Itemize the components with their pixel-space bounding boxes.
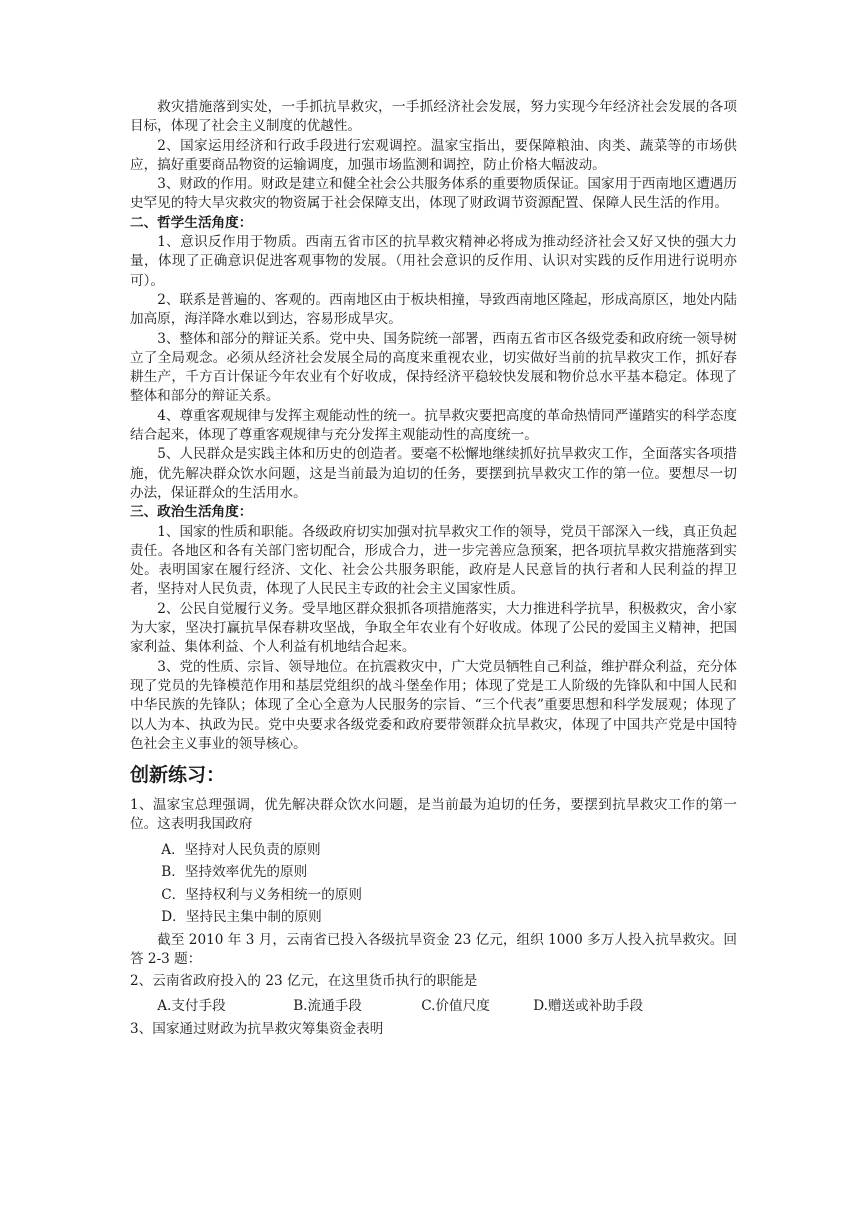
paragraph: 1、国家的性质和职能。各级政府切实加强对抗旱救灾工作的领导，党员干部深入一线，真正负起责任。各地区和各有关部门密切配合，形成合力，进一步完善应急预案，把各项抗旱救灾措施落到实处。表明国家在履行经济、文化、社会公共服务职能，政府是人民意旨的执行者和人民利益的捍卫者，坚持对人民负责，体现了人民民主专政的社会主义国家性质。 [130, 523, 737, 598]
question-2-options [130, 995, 737, 1017]
question-2-option-a: A.支付手段 [157, 997, 226, 1014]
paragraph: 3、财政的作用。财政是建立和健全社会公共服务体系的重要物质保证。国家用于西南地区遭遇历史罕见的特大旱灾救灾的物资属于社会保障支出，体现了财政调节资源配置、保障人民生活的作用。 [130, 176, 737, 212]
question-1-option-a: A．坚持对人民负责的原则 [161, 841, 321, 858]
paragraph: 5、人民群众是实践主体和历史的创造者。要毫不松懈地继续抓好抗旱救灾工作，全面落实各项措施，优先解决群众饮水问题，这是当前最为迫切的任务，要摆到抗旱救灾工作的第一位。要想尽一切办法，保证群众的生活用水。 [130, 446, 737, 501]
question-2-option-b: B.流通手段 [293, 997, 362, 1014]
question-1-option-b: B．坚持效率优先的原则 [161, 864, 308, 881]
question-2-stem: 2、云南省政府投入的 23 亿元，在这里货币执行的职能是 [130, 973, 478, 990]
paragraph: 1、意识反作用于物质。西南五省市区的抗旱救灾精神必将成为推动经济社会又好又快的强大力量，体现了正确意识促进客观事物的发展。（用社会意识的反作用、认识对实践的反作用进行说明亦可）。 [130, 234, 737, 289]
question-2-option-c: C.价值尺度 [421, 997, 490, 1014]
paragraph: 3、整体和部分的辩证关系。党中央、国务院统一部署，西南五省市区各级党委和政府统一领导树立了全局观念。必须从经济社会发展全局的高度来重视农业，切实做好当前的抗旱救灾工作，抓好春耕生产，千方百计保证今年农业有个好收成，保持经济平稳较快发展和物价总水平基本稳定。体现了整体和部分的辩证关系。 [130, 330, 737, 405]
paragraph: 2、联系是普遍的、客观的。西南地区由于板块相撞，导致西南地区隆起，形成高原区，地处内陆加高原，海洋降水难以到达，容易形成旱灾。 [130, 291, 737, 328]
exercise-heading: 创新练习： [130, 764, 226, 787]
paragraph: 2、国家运用经济和行政手段进行宏观调控。温家宝指出，要保障粮油、肉类、蔬菜等的市场供应，搞好重要商品物资的运输调度，加强市场监测和调控，防止价格大幅波动。 [130, 137, 737, 173]
paragraph: 3、党的性质、宗旨、领导地位。在抗震救灾中，广大党员牺牲自己利益，维护群众利益，充分体现了党员的先锋模范作用和基层党组织的战斗堡垒作用；体现了党是工人阶级的先锋队和中国人民和中华民族的先锋队；体现了全心全意为人民服务的宗旨、“三个代表”重要思想和科学发展观；体现了以人为本、执政为民。党中央要求各级党委和政府要带领群众抗旱救灾，体现了中国共产党是中国特色社会主义事业的领导核心。 [130, 658, 737, 752]
question-1-stem: 1、温家宝总理强调，优先解决群众饮水问题，是当前最为迫切的任务，要摆到抗旱救灾工作的第一位。这表明我国政府 [130, 797, 737, 833]
question-1-option-c: C．坚持权利与义务相统一的原则 [161, 886, 362, 903]
question-2-option-d: D.赠送或补助手段 [533, 997, 644, 1014]
section-heading-philosophy: 二、哲学生活角度： [130, 214, 253, 231]
question-3-stem: 3、国家通过财政为抗旱救灾筹集资金表明 [130, 1020, 384, 1037]
paragraph: 4、尊重客观规律与发挥主观能动性的统一。抗旱救灾要把高度的革命热情同严谨踏实的科学态度结合起来，体现了尊重客观规律与充分发挥主观能动性的高度统一。 [130, 407, 737, 444]
question-1-option-d: D．坚持民主集中制的原则 [161, 909, 322, 926]
paragraph: 救灾措施落到实处，一手抓抗旱救灾，一手抓经济社会发展，努力实现今年经济社会发展的各项目标，体现了社会主义制度的优越性。 [130, 99, 737, 135]
question-context: 截至 2010 年 3 月，云南省已投入各级抗旱资金 23 亿元，组织 1000 多万人投入抗旱救灾。回答 2-3 题： [130, 931, 737, 967]
paragraph: 2、公民自觉履行义务。受旱地区群众狠抓各项措施落实，大力推进科学抗旱，积极救灾，舍小家为大家，坚决打赢抗旱保春耕攻坚战，争取全年农业有个好收成。体现了公民的爱国主义精神，把国家利益、集体利益、个人利益有机地结合起来。 [130, 600, 737, 656]
section-heading-politics: 三、政治生活角度： [130, 504, 253, 521]
